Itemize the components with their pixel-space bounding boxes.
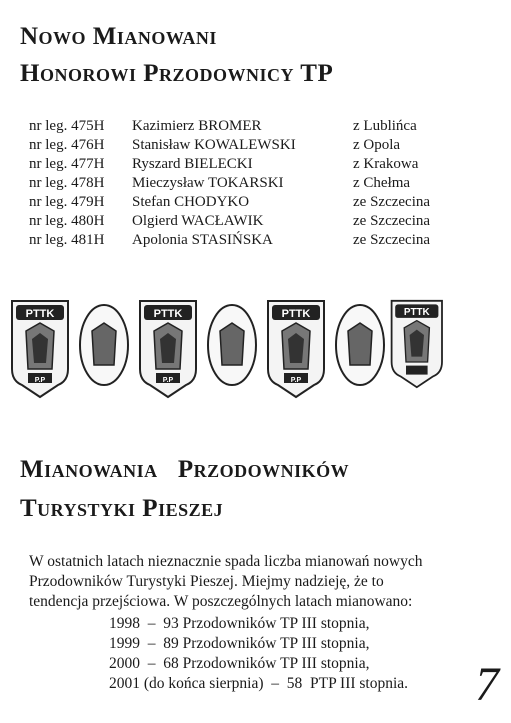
- list-item: [29, 117, 469, 136]
- person-name: Stefan CHODYKO: [132, 194, 250, 210]
- paragraph-line: Przodowników Turystyki Pieszej. Miejmy nadzieję, że to: [29, 573, 384, 590]
- appointees-list: [29, 117, 469, 250]
- person-city: z Opola: [353, 137, 401, 153]
- year-stat: 2001 (do końca sierpnia) – 58 PTP III stopnia.: [109, 675, 409, 692]
- svg-text:P.P: P.P: [34, 377, 46, 384]
- legitimation-number: nr leg. 475H: [29, 118, 105, 134]
- badge-pttk-3: [268, 301, 324, 397]
- paragraph-line: tendencja przejściowa. W poszczególnych latach mianowano:: [29, 593, 413, 610]
- person-name: Mieczysław TOKARSKI: [132, 175, 284, 191]
- person-city: ze Szczecina: [353, 213, 431, 229]
- list-item: [29, 155, 469, 174]
- section-title-line1: Nowo Mianowani: [20, 23, 217, 50]
- badge-roundel-1: [80, 305, 128, 385]
- yearly-stats: [109, 614, 408, 694]
- person-city: z Chełma: [353, 175, 411, 191]
- year-stat: 1998 – 93 Przodowników TP III stopnia,: [109, 615, 370, 632]
- year-stat: 1999 – 89 Przodowników TP III stopnia,: [109, 635, 370, 652]
- person-name: Apolonia STASIŃSKA: [132, 232, 273, 248]
- legitimation-number: nr leg. 477H: [29, 156, 105, 172]
- badge-pttk-4: [392, 301, 442, 387]
- list-item: [29, 212, 469, 231]
- legitimation-number: nr leg. 479H: [29, 194, 105, 210]
- person-name: Kazimierz BROMER: [132, 118, 262, 134]
- svg-text:PTTK: PTTK: [281, 308, 311, 320]
- person-name: Stanisław KOWALEWSKI: [132, 137, 296, 153]
- person-city: z Krakowa: [353, 156, 419, 172]
- svg-text:PTTK: PTTK: [25, 308, 55, 320]
- badge-pttk-2: [140, 301, 196, 397]
- legitimation-number: nr leg. 481H: [29, 232, 105, 248]
- list-item: [29, 231, 469, 250]
- list-item: [29, 136, 469, 155]
- person-name: Ryszard BIELECKI: [132, 156, 253, 172]
- intro-paragraph: [29, 552, 469, 612]
- page-number: 7: [475, 658, 499, 711]
- svg-text:P.P: P.P: [290, 377, 302, 384]
- paragraph-line: W ostatnich latach nieznacznie spada liczba mianowań nowych: [29, 553, 423, 570]
- legitimation-number: nr leg. 478H: [29, 175, 105, 191]
- person-name: Olgierd WACŁAWIK: [132, 213, 264, 229]
- badge-roundel-3: [336, 305, 384, 385]
- list-item: [29, 174, 469, 193]
- section-title-line2: Honorowi Przodownicy TP: [20, 60, 334, 87]
- svg-text:P.P: P.P: [162, 377, 174, 384]
- svg-text:PTTK: PTTK: [153, 308, 183, 320]
- year-stat: 2000 – 68 Przodowników TP III stopnia,: [109, 655, 370, 672]
- badge-roundel-2: [208, 305, 256, 385]
- legitimation-number: nr leg. 480H: [29, 213, 105, 229]
- svg-text:PTTK: PTTK: [403, 307, 430, 319]
- person-city: ze Szczecina: [353, 194, 431, 210]
- list-item: [29, 193, 469, 212]
- section-title-line1: Mianowania Przodowników: [20, 456, 350, 483]
- badges-strip: [8, 295, 448, 405]
- section-title-line2: Turystyki Pieszej: [20, 495, 224, 522]
- person-city: ze Szczecina: [353, 232, 431, 248]
- badge-pttk-1: [12, 301, 68, 397]
- person-city: z Lublińca: [353, 118, 417, 134]
- legitimation-number: nr leg. 476H: [29, 137, 105, 153]
